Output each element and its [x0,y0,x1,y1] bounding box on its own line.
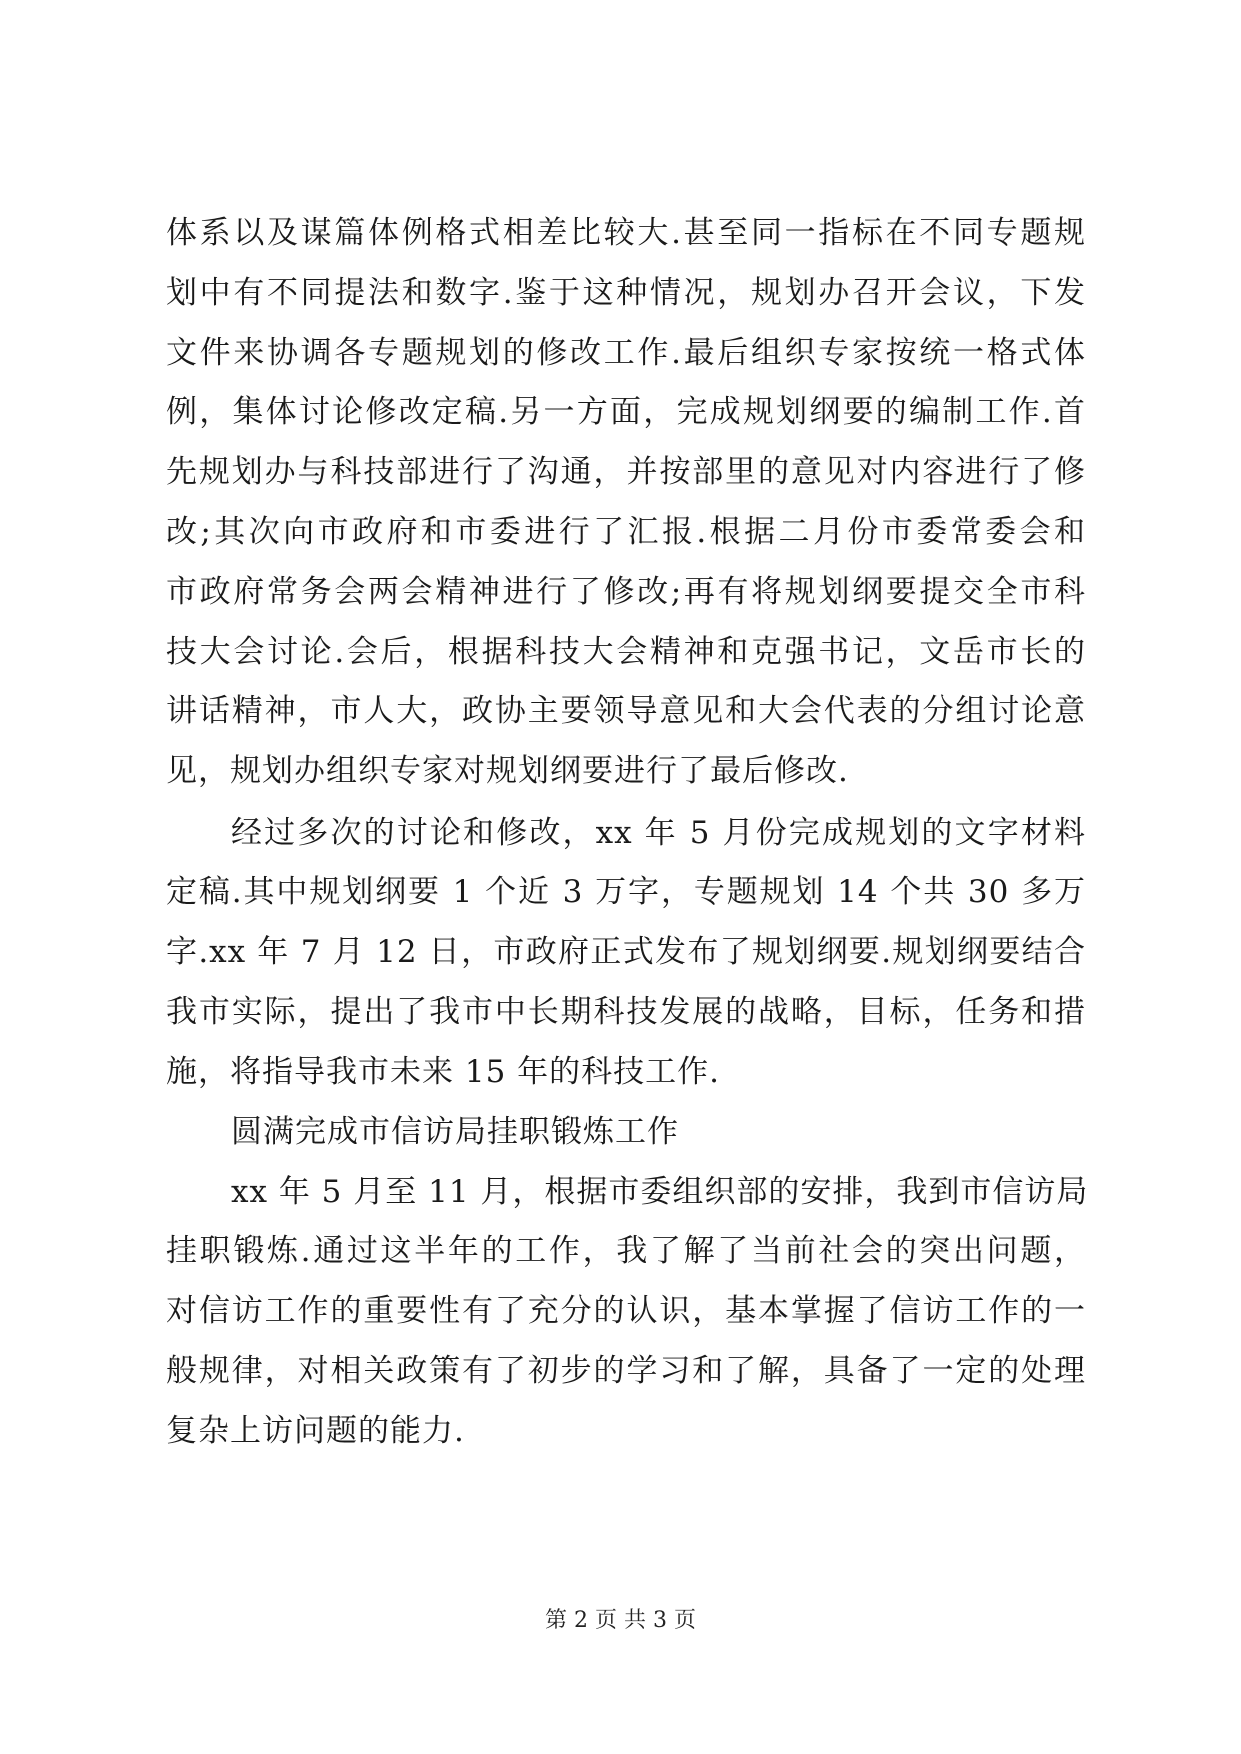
text-line: 改;其次向市政府和市委进行了汇报.根据二月份市委常委会和 [166,514,1086,550]
text-line: 讲话精神，市人大，政协主要领导意见和大会代表的分组讨论意 [166,693,1086,729]
text-line: 划中有不同提法和数字.鉴于这种情况，规划办召开会议，下发 [166,275,1086,311]
text-line: 技大会讨论.会后，根据科技大会精神和克强书记，文岳市长的 [166,634,1086,670]
text-line: 先规划办与科技部进行了沟通，并按部里的意见对内容进行了修 [166,454,1086,490]
text-line: 体系以及谋篇体例格式相差比较大.甚至同一指标在不同专题规 [166,215,1086,251]
text-line: 复杂上访问题的能力. [166,1413,465,1449]
text-line: 字.xx 年 7 月 12 日，市政府正式发布了规划纲要.规划纲要结合 [166,934,1086,970]
text-line: 施，将指导我市未来 15 年的科技工作. [166,1054,721,1090]
text-line: xx 年 5 月至 11 月，根据市委组织部的安排，我到市信访局 [231,1174,1089,1210]
section-heading: 圆满完成市信访局挂职锻炼工作 [231,1114,679,1150]
text-line: 经过多次的讨论和修改，xx 年 5 月份完成规划的文字材料 [231,815,1086,851]
text-line: 市政府常务会两会精神进行了修改;再有将规划纲要提交全市科 [166,574,1086,610]
text-line: 见，规划办组织专家对规划纲要进行了最后修改. [166,753,849,789]
text-line: 定稿.其中规划纲要 1 个近 3 万字，专题规划 14 个共 30 多万 [166,874,1086,910]
text-line: 挂职锻炼.通过这半年的工作，我了解了当前社会的突出问题， [166,1233,1086,1269]
text-line: 我市实际，提出了我市中长期科技发展的战略，目标，任务和措 [166,994,1086,1030]
text-line: 文件来协调各专题规划的修改工作.最后组织专家按统一格式体 [166,335,1086,371]
text-line: 例，集体讨论修改定稿.另一方面，完成规划纲要的编制工作.首 [166,394,1086,430]
page-number: 第 2 页 共 3 页 [545,1608,696,1633]
text-line: 对信访工作的重要性有了充分的认识，基本掌握了信访工作的一 [166,1293,1086,1329]
text-line: 般规律，对相关政策有了初步的学习和了解，具备了一定的处理 [166,1353,1086,1389]
